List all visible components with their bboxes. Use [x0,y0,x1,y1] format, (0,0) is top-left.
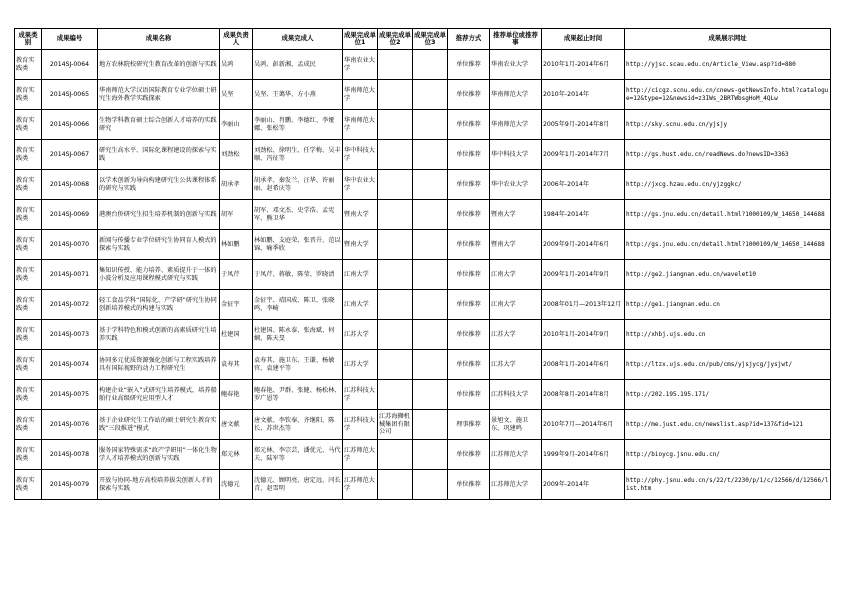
cell-result-name: 以学术创新为导向构建研究生公共课程体系的研究与实践 [98,170,220,200]
cell-unit-3 [413,440,448,470]
cell-unit-1: 华南师范大学 [343,110,378,140]
cell-recommend-method: 单位推荐 [448,290,490,320]
cell-recommender: 暨南大学 [490,230,542,260]
cell-leader: 唐文献 [220,410,253,440]
cell-category: 教育实践类 [15,80,42,110]
cell-members: 沈德元、顾明亮、唐定远、闫长青、赵雪明 [253,470,343,500]
cell-category: 教育实践类 [15,230,42,260]
cell-members: 鲍春艳、尹群、张健、杨松林、罗广恩等 [253,380,343,410]
table-row [15,350,831,380]
cell-leader: 林如鹏 [220,230,253,260]
cell-period: 2009年1月-2014年7月 [542,140,625,170]
cell-result-id: 2014SJ-0076 [42,410,98,440]
table-row [15,320,831,350]
cell-unit-3 [413,50,448,80]
cell-leader: 鲍春艳 [220,380,253,410]
cell-recommend-method: 单位推荐 [448,350,490,380]
cell-period: 2010年7月—2014年6月 [542,410,625,440]
cell-result-id: 2014SJ-0064 [42,50,98,80]
column-header: 成果展示网址 [625,29,831,50]
cell-url[interactable]: http://xhbj.ujs.edu.cn [625,320,831,350]
table-row [15,260,831,290]
table-row [15,140,831,170]
cell-result-name: 轻工食品学科“国际化、产学研”研究生协同创新培养模式的构建与实践 [98,290,220,320]
cell-period: 2009年9月-2014年6月 [542,230,625,260]
cell-unit-2 [378,350,413,380]
cell-url[interactable]: http://me.just.edu.cn/newslist.asp?id=137&fid=121 [625,410,831,440]
cell-result-name: 港澳台侨研究生招生培养机制的创新与实践 [98,200,220,230]
cell-period: 2008年1月-2014年6月 [542,350,625,380]
cell-recommend-method: 单位推荐 [448,200,490,230]
cell-result-id: 2014SJ-0078 [42,440,98,470]
cell-recommend-method: 单位推荐 [448,380,490,410]
cell-result-name: 生物学科教育硕士综合创新人才培养的实践研究 [98,110,220,140]
cell-result-id: 2014SJ-0068 [42,170,98,200]
column-header: 成果完成单位2 [378,29,413,50]
cell-unit-1: 江苏师范大学 [343,440,378,470]
cell-unit-3 [413,470,448,500]
cell-result-name: 研究生高水平、国际化课程建设的探索与实践 [98,140,220,170]
cell-unit-2 [378,110,413,140]
cell-period: 2010年-2014年 [542,80,625,110]
cell-unit-3 [413,320,448,350]
cell-members: 刘劲松、徐明生、任学梅、吴丰顺、冯征等 [253,140,343,170]
cell-category: 教育实践类 [15,290,42,320]
cell-unit-3 [413,230,448,260]
cell-result-name: 华南师范大学汉语国际教育专业学位硕士研究生海外教学实践探索 [98,80,220,110]
column-header: 推荐方式 [448,29,490,50]
cell-result-name: 集知识传授、能力培养、素质提升于一体的小波分析及应用课程模式研究与实践 [98,260,220,290]
column-header: 成果编号 [42,29,98,50]
cell-members: 吴坚、王蔼华、方小燕 [253,80,343,110]
cell-recommender: 暨南大学 [490,200,542,230]
table-row [15,50,831,80]
cell-category: 教育实践类 [15,200,42,230]
cell-unit-1: 江苏大学 [343,320,378,350]
cell-result-id: 2014SJ-0073 [42,320,98,350]
cell-leader: 刘劲松 [220,140,253,170]
cell-unit-2 [378,320,413,350]
cell-leader: 吴坚 [220,80,253,110]
cell-leader: 郑元林 [220,440,253,470]
cell-period: 2005年9月-2014年8月 [542,110,625,140]
cell-members: 林如鹏、支庭荣、张晋升、范以锦、喻季欣 [253,230,343,260]
cell-url[interactable]: http://sky.scnu.edu.cn/yjsjy [625,110,831,140]
results-table [14,28,831,500]
cell-period: 2009年-2014年 [542,470,625,500]
cell-period: 2010年1月-2014年9月 [542,320,625,350]
cell-category: 教育实践类 [15,350,42,380]
cell-url[interactable]: http://jxcg.hzau.edu.cn/yjzggkc/ [625,170,831,200]
cell-members: 袁寿其、施卫东、王谦、杨敏官、袁建平等 [253,350,343,380]
cell-unit-3 [413,380,448,410]
cell-period: 2010年1月-2014年6月 [542,50,625,80]
cell-unit-1: 江苏科技大学 [343,380,378,410]
cell-category: 教育实践类 [15,110,42,140]
cell-category: 教育实践类 [15,50,42,80]
cell-result-id: 2014SJ-0079 [42,470,98,500]
cell-unit-1: 华南农业大学 [343,50,378,80]
cell-recommend-method: 单位推荐 [448,110,490,140]
cell-recommender: 江苏师范大学 [490,470,542,500]
cell-recommend-method: 单位推荐 [448,140,490,170]
cell-result-id: 2014SJ-0067 [42,140,98,170]
results-table-container [14,28,831,500]
cell-url[interactable]: http://ge1.jiangnan.edu.cn [625,290,831,320]
cell-unit-1: 暨南大学 [343,230,378,260]
cell-result-name: 基于企业研究生工作站的硕士研究生教育实践“三段推进”模式 [98,410,220,440]
column-header: 成果类别 [15,29,42,50]
cell-result-name: 地方农林院校研究生教育改革的创新与实践 [98,50,220,80]
cell-unit-1: 暨南大学 [343,200,378,230]
table-row [15,80,831,110]
cell-result-name: 协同多元优质资源强化创新与工程实践培养具有国际视野的动力工程研究生 [98,350,220,380]
table-row [15,440,831,470]
cell-unit-3 [413,110,448,140]
cell-result-name: 构建企业“嵌入”式研究生培养模式，培养船舶行业高级研究应用型人才 [98,380,220,410]
cell-unit-1: 华南师范大学 [343,80,378,110]
cell-recommend-method: 单位推荐 [448,80,490,110]
cell-result-name: 服务国家特殊需求“政产学研用”一体化生物学人才培养模式的创新与实践 [98,440,220,470]
cell-period: 1984年-2014年 [542,200,625,230]
table-row [15,200,831,230]
cell-leader: 胡军 [220,200,253,230]
cell-result-id: 2014SJ-0070 [42,230,98,260]
cell-recommend-method: 单位推荐 [448,170,490,200]
cell-result-id: 2014SJ-0074 [42,350,98,380]
cell-recommender: 景旭文、施卫东、巩建鸣 [490,410,542,440]
cell-unit-3 [413,260,448,290]
cell-period: 2006年-2014年 [542,170,625,200]
cell-result-id: 2014SJ-0072 [42,290,98,320]
cell-result-id: 2014SJ-0069 [42,200,98,230]
column-header: 推荐单位或推荐事 [490,29,542,50]
cell-recommender: 江苏大学 [490,350,542,380]
cell-recommend-method: 理事推荐 [448,410,490,440]
cell-category: 教育实践类 [15,260,42,290]
cell-unit-2 [378,230,413,260]
cell-unit-2 [378,380,413,410]
cell-leader: 沈德元 [220,470,253,500]
cell-recommend-method: 单位推荐 [448,470,490,500]
cell-result-id: 2014SJ-0066 [42,110,98,140]
cell-members: 郑元林、李宗芸、潘优元、马代夫、陆军等 [253,440,343,470]
table-row [15,410,831,440]
cell-url[interactable]: http://cicgz.scnu.edu.cn/cnews-getNewsInfo.html?catalogue=12&type=12&newsid=z3IWs_2BRTWbsgHoM_4QLw [625,80,831,110]
cell-result-id: 2014SJ-0071 [42,260,98,290]
cell-result-name: 基于学科特色和模式创新的高素质研究生培养实践 [98,320,220,350]
cell-unit-3 [413,200,448,230]
cell-recommender: 江南大学 [490,260,542,290]
cell-unit-1: 江苏科技大学 [343,410,378,440]
cell-recommend-method: 单位推荐 [448,230,490,260]
cell-unit-2 [378,470,413,500]
cell-members: 唐文献、李钦奉、齐继阳、陈长、苏世杰等 [253,410,343,440]
cell-leader: 吴鸿 [220,50,253,80]
cell-leader: 杜建国 [220,320,253,350]
cell-members: 李丽山、肖鹏、李德红、李娅娜、张松等 [253,110,343,140]
cell-unit-2 [378,440,413,470]
column-header: 成果完成单位3 [413,29,448,50]
table-body [15,50,831,500]
cell-unit-2 [378,80,413,110]
cell-category: 教育实践类 [15,140,42,170]
cell-unit-1: 江苏大学 [343,350,378,380]
cell-url[interactable]: http://ge2.jiangnan.edu.cn/wavelet10 [625,260,831,290]
cell-recommender: 江苏大学 [490,320,542,350]
cell-members: 胡承孝、秦发兰、汪华、许丽丽、赵希庆等 [253,170,343,200]
column-header: 成果起止时间 [542,29,625,50]
cell-unit-1: 江南大学 [343,260,378,290]
cell-unit-3 [413,290,448,320]
cell-category: 教育实践类 [15,470,42,500]
cell-recommender: 华南师范大学 [490,110,542,140]
cell-recommend-method: 单位推荐 [448,50,490,80]
cell-url[interactable]: http://gs.hust.edu.cn/readNews.do?newsID=3363 [625,140,831,170]
cell-members: 胡军、邓文杰、史学浩、孟宪军、熊卫华 [253,200,343,230]
cell-unit-2 [378,170,413,200]
column-header: 成果完成人 [253,29,343,50]
cell-recommender: 华南师范大学 [490,80,542,110]
table-row [15,380,831,410]
cell-unit-1: 江苏师范大学 [343,470,378,500]
cell-leader: 胡承孝 [220,170,253,200]
cell-category: 教育实践类 [15,380,42,410]
cell-category: 教育实践类 [15,440,42,470]
cell-url[interactable]: http://yjsc.scau.edu.cn/Article_View.asp?id=880 [625,50,831,80]
cell-url[interactable]: http://ltzx.ujs.edu.cn/pub/cms/yjsjycg/jysjwt/ [625,350,831,380]
table-header-row [15,29,831,50]
cell-category: 教育实践类 [15,170,42,200]
cell-unit-2 [378,260,413,290]
cell-unit-2 [378,200,413,230]
cell-period: 1999年9月-2014年6月 [542,440,625,470]
cell-recommender: 华南农业大学 [490,50,542,80]
cell-url[interactable]: http://bioycg.jsnu.edu.cn/ [625,440,831,470]
cell-leader: 于凤芹 [220,260,253,290]
cell-members: 金征宇、靖国成、陈卫、张晓鸣、李崎 [253,290,343,320]
table-row [15,470,831,500]
cell-unit-2: 江苏海狮机械集团有限公司 [378,410,413,440]
cell-period: 2009年1月-2014年9月 [542,260,625,290]
cell-recommend-method: 单位推荐 [448,440,490,470]
cell-unit-3 [413,410,448,440]
cell-recommender: 华中科技大学 [490,140,542,170]
cell-unit-2 [378,290,413,320]
column-header: 成果负责人 [220,29,253,50]
cell-result-name: 新闻与传播专业学位研究生协同育人模式的探索与实践 [98,230,220,260]
cell-recommender: 华中农业大学 [490,170,542,200]
cell-unit-2 [378,50,413,80]
cell-members: 杜建国、陈永泰、张海斌、何娴、陈天旻 [253,320,343,350]
cell-recommend-method: 单位推荐 [448,260,490,290]
cell-result-id: 2014SJ-0065 [42,80,98,110]
cell-url[interactable]: http://gs.jnu.edu.cn/detail.html?1000109/W_14650_144688 [625,230,831,260]
cell-unit-1: 华中农业大学 [343,170,378,200]
cell-period: 2008年01月—2013年12月 [542,290,625,320]
cell-recommender: 江苏师范大学 [490,440,542,470]
table-row [15,110,831,140]
cell-members: 于凤芹、蒋敏、陈莹、罗晓清 [253,260,343,290]
cell-recommend-method: 单位推荐 [448,320,490,350]
cell-result-name: 开放与协同-地方高校培养拔尖创新人才的探索与实践 [98,470,220,500]
table-row [15,230,831,260]
cell-unit-3 [413,80,448,110]
cell-leader: 袁寿其 [220,350,253,380]
cell-category: 教育实践类 [15,410,42,440]
cell-recommender: 江苏科技大学 [490,380,542,410]
cell-unit-1: 华中科技大学 [343,140,378,170]
cell-unit-1: 江南大学 [343,290,378,320]
cell-url[interactable]: http://gs.jnu.edu.cn/detail.html?1000109/W_14650_144688 [625,200,831,230]
cell-category: 教育实践类 [15,320,42,350]
column-header: 成果名称 [98,29,220,50]
table-row [15,290,831,320]
cell-period: 2008年8月-2014年8月 [542,380,625,410]
cell-unit-3 [413,170,448,200]
cell-url[interactable]: http://phy.jsnu.edu.cn/s/22/t/2230/p/1/c/12566/d/12566/list.htm [625,470,831,500]
cell-leader: 李丽山 [220,110,253,140]
cell-result-id: 2014SJ-0075 [42,380,98,410]
column-header: 成果完成单位1 [343,29,378,50]
cell-recommender: 江南大学 [490,290,542,320]
cell-unit-3 [413,140,448,170]
table-row [15,170,831,200]
cell-members: 吴鸿、彭新湘、孟成民 [253,50,343,80]
cell-unit-2 [378,140,413,170]
cell-unit-3 [413,350,448,380]
cell-url[interactable]: http://202.195.195.171/ [625,380,831,410]
cell-leader: 金征宇 [220,290,253,320]
